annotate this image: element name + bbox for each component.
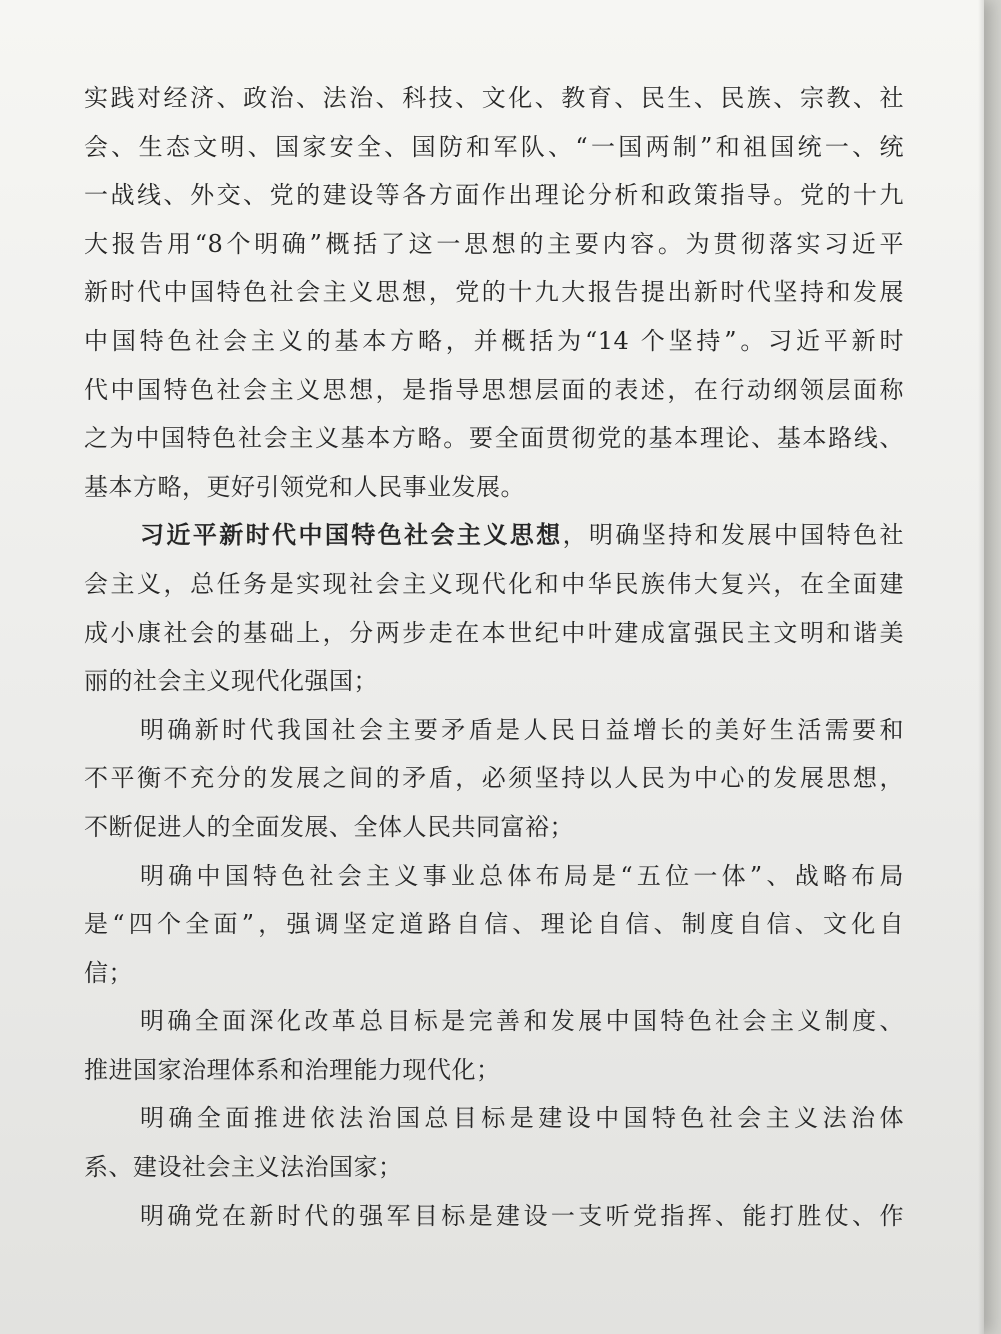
paragraph-5: [84, 997, 904, 1094]
text-line: 一战线、外交、党的建设等各方面作出理论分析和政策指导。党的十九: [84, 181, 904, 210]
document-body: [84, 74, 904, 1240]
text-line: 明确新时代我国社会主要矛盾是人民日益增长的美好生活需要和: [140, 715, 904, 744]
paragraph-1: [84, 74, 904, 511]
text-line: [84, 511, 904, 560]
paragraph-4: [84, 852, 904, 998]
paragraph-2: [84, 511, 904, 705]
paragraph-6: [84, 1094, 904, 1191]
text-line: 新时代中国特色社会主义思想，党的十九大报告提出新时代坚持和发展: [84, 278, 904, 307]
bold-lead-text: 习近平新时代中国特色社会主义思想: [140, 520, 563, 550]
text-line: 实践对经济、政治、法治、科技、文化、教育、民生、民族、宗教、社: [84, 84, 904, 112]
text-line: 会主义，总任务是实现社会主义现代化和中华民族伟大复兴，在全面建: [84, 569, 904, 598]
text-line: 大报告用“8个明确”概括了这一思想的主要内容。为贯彻落实习近平: [84, 229, 904, 258]
text-line: 中国特色社会主义的基本方略，并概括为“14 个坚持”。习近平新时: [84, 326, 904, 355]
text-line: 明确全面深化改革总目标是完善和发展中国特色社会主义制度、: [140, 1007, 904, 1036]
text-fragment: ，明确坚持和发展中国特色社: [562, 521, 905, 550]
text-line: 推进国家治理体系和治理能力现代化；: [84, 1055, 501, 1084]
text-line: 是“四个全面”，强调坚定道路自信、理论自信、制度自信、文化自: [84, 910, 904, 939]
text-line: 系、建设社会主义法治国家；: [84, 1153, 403, 1182]
text-line: 明确中国特色社会主义事业总体布局是“五位一体”、战略布局: [140, 861, 904, 890]
text-line: 明确党在新时代的强军目标是建设一支听党指挥、能打胜仗、作: [140, 1201, 904, 1230]
text-line: 不平衡不充分的发展之间的矛盾，必须坚持以人民为中心的发展思想，: [84, 764, 904, 793]
text-line: 之为中国特色社会主义基本方略。要全面贯彻党的基本理论、基本路线、: [84, 424, 904, 453]
text-line: 不断促进人的全面发展、全体人民共同富裕；: [84, 812, 574, 841]
text-line: 基本方略，更好引领党和人民事业发展。: [84, 472, 525, 501]
text-line: 明确全面推进依法治国总目标是建设中国特色社会主义法治体: [140, 1104, 904, 1133]
text-line: 会、生态文明、国家安全、国防和军队、“一国两制”和祖国统一、统: [84, 132, 904, 161]
text-line: 代中国特色社会主义思想，是指导思想层面的表述，在行动纲领层面称: [84, 375, 904, 404]
text-line: 信；: [84, 958, 133, 987]
text-line: 成小康社会的基础上，分两步走在本世纪中叶建成富强民主文明和谐美: [84, 618, 904, 647]
paragraph-3: [84, 706, 904, 852]
text-line: 丽的社会主义现代化强国；: [84, 667, 378, 696]
paragraph-7: [84, 1192, 904, 1241]
